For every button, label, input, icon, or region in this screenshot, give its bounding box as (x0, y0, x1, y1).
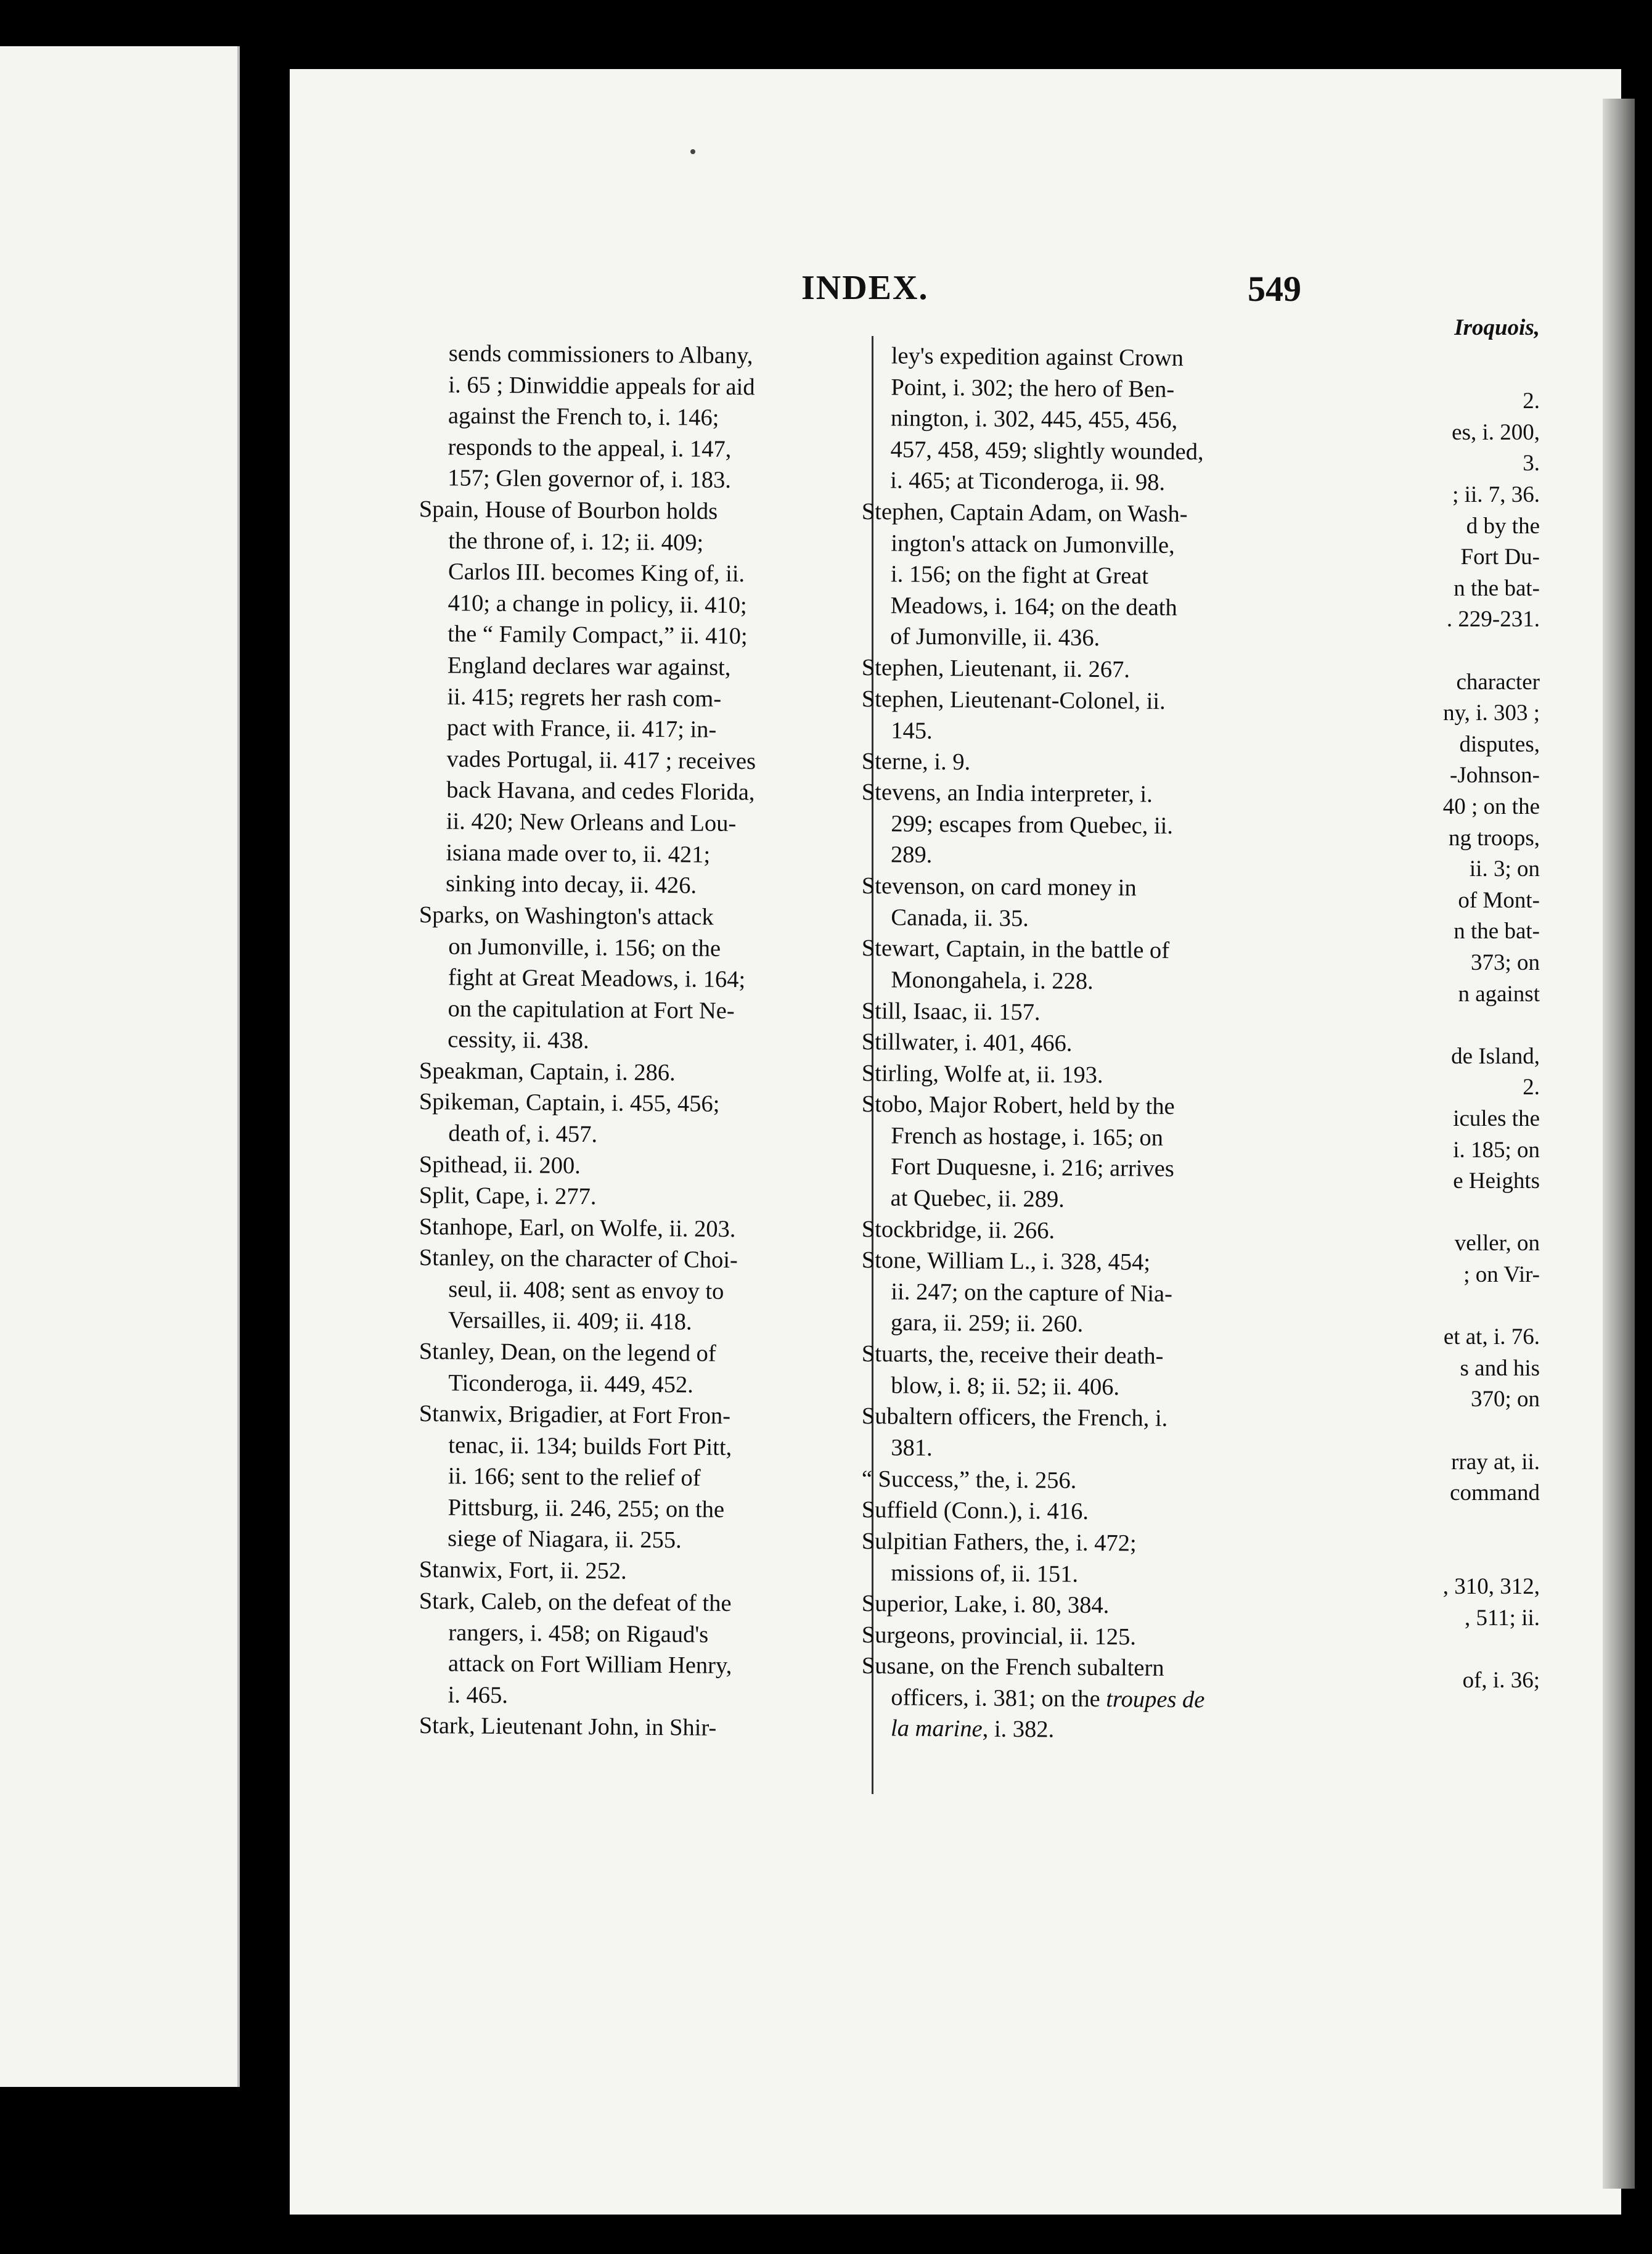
index-entry-heading: Suffield (Conn.), i. 416. (861, 1497, 1089, 1525)
index-entry-heading: Spithead, ii. 200. (419, 1151, 581, 1179)
index-entry-continuation: 289. (890, 842, 933, 869)
left-fragment-line: de Island, (1451, 1043, 1540, 1069)
index-entry-heading: Sterne, i. 9. (861, 748, 971, 776)
left-fragment-line: n the bat- (1454, 575, 1540, 601)
left-fragment-line: n the bat- (1454, 919, 1540, 945)
index-entry-continuation: at Quebec, ii. 289. (890, 1185, 1065, 1213)
index-entry-continuation: vades Portugal, ii. 417 ; receives (446, 746, 756, 775)
index-entry-heading: Stirling, Wolfe at, ii. 193. (861, 1060, 1103, 1088)
index-entry-heading: Sulpitian Fathers, the, i. 472; (861, 1528, 1137, 1557)
index-entry-continuation: ii. 415; regrets her rash com- (447, 683, 722, 712)
index-entry (861, 684, 1166, 748)
index-entry (418, 1398, 732, 1557)
index-entry (862, 1027, 1073, 1059)
index-entry (861, 1089, 1175, 1216)
left-fragment-line: es, i. 200, (1452, 419, 1540, 445)
index-entry-continuation: French as hostage, i. 165; on (891, 1123, 1164, 1151)
left-fragment-line: character (1456, 669, 1540, 695)
index-entry-continuation: isiana made over to, ii. 421; (446, 839, 711, 868)
index-entry-continuation: Carlos III. becomes King of, ii. (448, 559, 745, 588)
index-entry-heading: Spikeman, Captain, i. 455, 456; (419, 1089, 720, 1118)
index-entry-continuation: on the capitulation at Fort Ne- (448, 995, 735, 1024)
index-entry-continuation: blow, i. 8; ii. 52; ii. 406. (891, 1372, 1120, 1401)
index-entry (861, 1526, 1137, 1591)
index-entry-heading: Susane, on the French subaltern (861, 1653, 1164, 1682)
left-fragment-line: 2. (1523, 388, 1540, 414)
index-entry (419, 1055, 676, 1089)
index-entry-continuation: pact with France, ii. 417; in- (446, 715, 717, 743)
index-entry (862, 996, 1041, 1028)
index-entry (861, 777, 1174, 873)
left-fragment-line: disputes, (1459, 731, 1540, 757)
index-entry-continuation: ii. 166; sent to the relief of (448, 1463, 701, 1492)
index-entry (419, 1710, 717, 1744)
index-entry-continuation: the throne of, i. 12; ii. 409; (448, 527, 704, 556)
index-entry-continuation: i. 465. (448, 1682, 509, 1708)
index-entry (419, 1242, 738, 1338)
index-entry-continuation: Meadows, i. 164; on the death (890, 592, 1177, 621)
left-fragment-line: 3. (1523, 451, 1540, 477)
left-fragment-line: et at, i. 76. (1443, 1324, 1540, 1350)
index-entry (418, 900, 746, 1058)
index-entry-heading: Surgeons, provincial, ii. 125. (861, 1621, 1137, 1650)
index-entry-continuation: ington's attack on Jumonville, (891, 530, 1175, 559)
index-entry-continuation: responds to the appeal, i. 147, (448, 434, 732, 462)
index-entry (419, 1211, 736, 1245)
index-entry-heading: Stewart, Captain, in the battle of (861, 935, 1170, 964)
running-header: INDEX. (801, 269, 929, 307)
index-entry-continuation: Ticonderoga, ii. 449, 452. (448, 1370, 694, 1398)
left-fragment-line: 40 ; on the (1442, 794, 1540, 819)
left-fragment-line: , 310, 312, (1442, 1574, 1540, 1599)
index-entry (419, 1149, 581, 1182)
index-entry-heading: ley's expedition against Crown (891, 343, 1184, 372)
index-entry-continuation: 410; a change in policy, ii. 410; (448, 590, 747, 618)
index-entry-heading: Superior, Lake, i. 80, 384. (861, 1590, 1110, 1619)
index-entry-continuation: ii. 247; on the capture of Nia- (891, 1279, 1173, 1307)
index-entry-continuation: nington, i. 302, 445, 455, 456, (890, 405, 1178, 434)
left-fragment-line: , 511; ii. (1465, 1605, 1540, 1631)
left-fragment-line: rray at, ii. (1451, 1449, 1540, 1475)
index-entry (419, 1086, 719, 1151)
left-fragment-line: ii. 3; on (1469, 856, 1540, 882)
left-fragment-line: of Mont- (1458, 887, 1540, 913)
index-entry (862, 652, 1131, 686)
index-entry (862, 1588, 1110, 1621)
index-entry-continuation: back Havana, and cedes Florida, (446, 777, 755, 806)
index-entry (416, 494, 758, 902)
index-entry (419, 1554, 627, 1587)
index-entry-heading: Stevens, an India interpreter, i. (861, 779, 1153, 808)
index-entry-continuation: Monongahela, i. 228. (891, 967, 1094, 994)
paper-speck (690, 149, 695, 154)
index-entry-continuation: seul, ii. 408; sent as envoy to (448, 1276, 724, 1305)
index-entry-heading: Stone, William L., i. 328, 454; (861, 1247, 1151, 1276)
index-entry-heading: Stanley, Dean, on the legend of (419, 1338, 716, 1367)
left-fragment-line: command (1450, 1480, 1540, 1506)
index-entry-continuation: i. 156; on the fight at Great (890, 561, 1149, 589)
left-fragment-line: 370; on (1470, 1387, 1540, 1412)
facing-page-fragment (0, 46, 240, 2087)
index-entry (861, 933, 1169, 998)
index-entry-heading: Stephen, Lieutenant, ii. 267. (861, 654, 1131, 683)
book-page-edge (1603, 99, 1635, 2189)
index-entry-heading: Stevenson, on card money in (861, 873, 1137, 901)
left-fragment-line: ny, i. 303 ; (1443, 700, 1540, 726)
index-entry-continuation: Canada, ii. 35. (891, 904, 1029, 932)
left-fragment-line: veller, on (1454, 1231, 1540, 1256)
index-entry-continuation: 457, 458, 459; slightly wounded, (890, 436, 1204, 465)
italic-term: la marine (890, 1715, 983, 1742)
left-fragment-line: ; on Vir- (1463, 1262, 1540, 1287)
index-entry (861, 340, 1204, 499)
index-entry-continuation: 145. (891, 717, 933, 744)
index-entry-heading: Stanhope, Earl, on Wolfe, ii. 203. (419, 1213, 736, 1242)
index-entry-continuation: 157; Glen governor of, i. 183. (448, 465, 732, 494)
index-entry (418, 338, 755, 496)
index-entry-heading: Stillwater, i. 401, 466. (861, 1029, 1073, 1057)
index-entry-continuation: tenac, ii. 134; builds Fort Pitt, (448, 1432, 732, 1461)
index-entry (861, 1338, 1163, 1403)
index-entry-continuation: Point, i. 302; the hero of Ben- (891, 374, 1175, 403)
index-entry-heading: Sparks, on Washington's attack (419, 901, 714, 930)
index-entry-continuation: the “ Family Compact,” ii. 410; (448, 621, 748, 650)
index-entry-continuation: Fort Duquesne, i. 216; arrives (890, 1154, 1174, 1182)
index-entry-continuation: on Jumonville, i. 156; on the (448, 933, 721, 962)
index-entry-continuation: officers, i. 381; on the troupes de (891, 1684, 1205, 1713)
index-entry-heading: Stark, Caleb, on the defeat of the (419, 1588, 732, 1617)
index-entry-continuation: against the French to, i. 146; (448, 403, 719, 432)
index-entry-continuation: ii. 420; New Orleans and Lou- (446, 808, 737, 837)
index-entry-heading: Stockbridge, ii. 266. (861, 1216, 1055, 1244)
index-entry-continuation: Pittsburg, ii. 246, 255; on the (448, 1494, 725, 1523)
index-entry (861, 496, 1188, 655)
index-entry-continuation: England declares war against, (447, 652, 731, 681)
left-fragment-line: s and his (1460, 1355, 1540, 1381)
index-entry-continuation: gara, ii. 259; ii. 260. (890, 1309, 1084, 1338)
left-fragment-line: icules the (1453, 1106, 1540, 1131)
index-entry (419, 1180, 597, 1213)
index-entry-continuation: 299; escapes from Quebec, ii. (891, 811, 1174, 839)
index-entry-heading: Stephen, Lieutenant-Colonel, ii. (861, 686, 1166, 715)
index-entry (862, 1620, 1137, 1653)
left-fragment-line: Iroquois, (1454, 315, 1540, 340)
page-number: 549 (1248, 269, 1301, 309)
left-fragment-line: i. 185; on (1453, 1137, 1540, 1163)
left-fragment-line: n against (1458, 981, 1540, 1007)
index-entry-continuation: la marine, i. 382. (890, 1715, 1055, 1743)
index-entry (862, 1214, 1055, 1247)
index-entry-continuation: sinking into decay, ii. 426. (445, 871, 697, 899)
left-fragment-line: Fort Du- (1460, 544, 1540, 570)
index-entry-heading: Subaltern officers, the French, i. (861, 1403, 1168, 1432)
left-fragment-line: . 229-231. (1446, 607, 1540, 633)
index-entry-continuation: 381. (891, 1435, 933, 1461)
index-entry (862, 1058, 1103, 1091)
index-entry-heading: Stanley, on the character of Choi- (419, 1245, 738, 1274)
italic-term: troupes de (1106, 1686, 1205, 1713)
index-entry-heading: Stanwix, Fort, ii. 252. (419, 1557, 627, 1585)
index-entry-continuation: Versailles, ii. 409; ii. 418. (448, 1307, 692, 1336)
index-entry-heading: sends commissioners to Albany, (448, 340, 753, 369)
index-entry-continuation: i. 65 ; Dinwiddie appeals for aid (448, 371, 755, 400)
left-fragment-line: e Heights (1453, 1168, 1540, 1194)
index-entry-continuation: death of, i. 457. (448, 1120, 598, 1148)
left-fragment-line: 373; on (1470, 950, 1540, 975)
left-fragment-line: 2. (1523, 1075, 1540, 1100)
left-fragment-line: of, i. 36; (1462, 1667, 1540, 1693)
index-entry-heading: Spain, House of Bourbon holds (419, 496, 718, 525)
index-entry-heading: Stuarts, the, receive their death- (861, 1341, 1164, 1370)
index-entry-heading: Speakman, Captain, i. 286. (419, 1057, 676, 1086)
index-entry-continuation: missions of, ii. 151. (891, 1559, 1079, 1588)
index-entry (862, 746, 971, 778)
index-entry-continuation: attack on Fort William Henry, (448, 1650, 732, 1679)
index-entry-continuation: of Jumonville, ii. 436. (890, 623, 1100, 652)
index-entry-continuation: rangers, i. 458; on Rigaud's (448, 1619, 709, 1648)
index-entry (861, 1401, 1167, 1465)
index-entry-heading: Stobo, Major Robert, held by the (861, 1091, 1175, 1120)
index-entry-heading: Split, Cape, i. 277. (419, 1182, 597, 1210)
index-entry-continuation: fight at Great Meadows, i. 164; (448, 964, 746, 993)
index-entry-continuation: i. 465; at Ticonderoga, ii. 98. (890, 467, 1166, 496)
index-entry (861, 1650, 1205, 1747)
index-entry-continuation: cessity, ii. 438. (448, 1027, 589, 1054)
index-entry (861, 871, 1137, 935)
left-fragment-line: d by the (1466, 513, 1540, 539)
index-entry-heading: “ Success,” the, i. 256. (861, 1465, 1077, 1494)
index-entry (862, 1494, 1089, 1527)
index-entry (862, 1464, 1077, 1496)
index-entry-heading: Stephen, Captain Adam, on Wash- (861, 498, 1188, 528)
index-entry-heading: Stark, Lieutenant John, in Shir- (419, 1713, 717, 1742)
left-fragment-line: -Johnson- (1450, 763, 1540, 789)
index-entry-heading: Stanwix, Brigadier, at Fort Fron- (419, 1401, 731, 1430)
index-entry (861, 1245, 1173, 1341)
left-fragment-line: ; ii. 7, 36. (1452, 482, 1540, 507)
index-entry-heading: Still, Isaac, ii. 157. (861, 998, 1041, 1025)
index-entry (418, 1586, 732, 1713)
index-entry (419, 1336, 716, 1401)
left-fragment-line: ng troops, (1449, 825, 1540, 851)
index-entry-continuation: siege of Niagara, ii. 255. (448, 1526, 682, 1554)
